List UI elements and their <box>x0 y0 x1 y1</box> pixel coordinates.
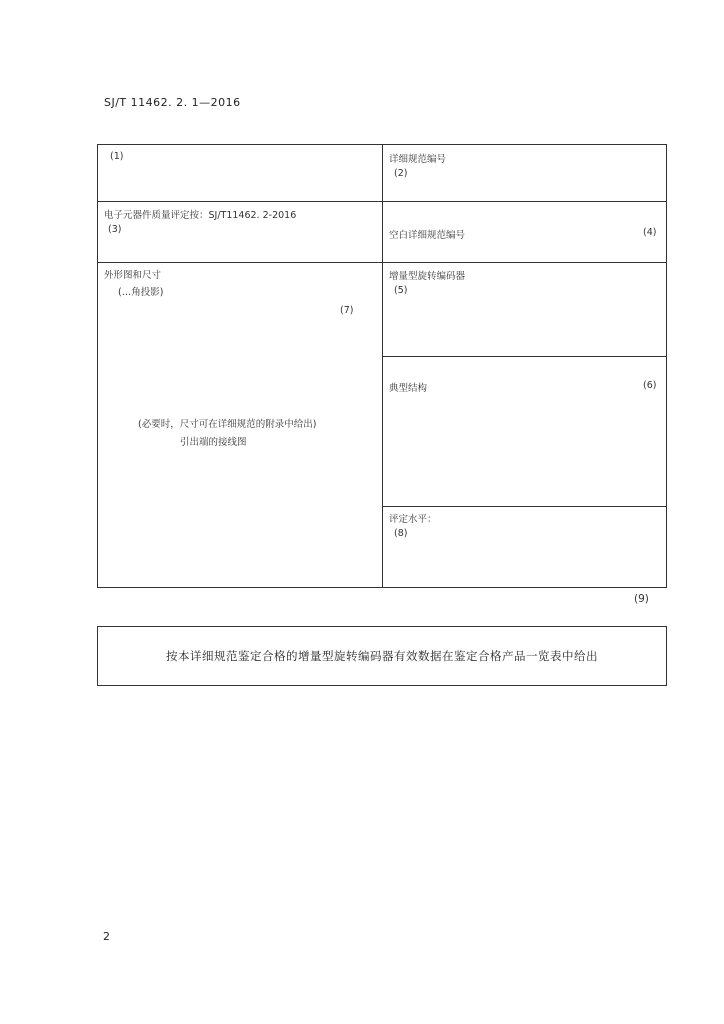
form-row-divider-2 <box>97 262 667 263</box>
detail-spec-number-label: 详细规范编号 <box>389 154 447 165</box>
assessment-level-label: 评定水平： <box>389 514 437 525</box>
cell-2-marker: (2) <box>394 168 408 179</box>
form-right-divider-2 <box>382 506 667 507</box>
form-row-divider-1 <box>97 201 667 202</box>
form-right-divider-1 <box>382 356 667 357</box>
dimension-appendix-note: (必要时，尺寸可在详细规范的附录中给出) <box>138 419 317 430</box>
cell-8-marker: (8) <box>394 528 408 539</box>
typical-structure-label: 典型结构 <box>389 383 428 394</box>
outline-dimensions-label: 外形图和尺寸 <box>104 270 162 281</box>
page-number: 2 <box>103 930 110 943</box>
qualified-products-notice: 按本详细规范鉴定合格的增量型旋转编码器有效数据在鉴定合格产品一览表中给出 <box>97 626 667 686</box>
cell-3-marker: (3) <box>108 224 122 235</box>
cell-6-marker: (6) <box>643 380 657 391</box>
cell-4-marker: (4) <box>643 227 657 238</box>
blank-spec-number-label: 空白详细规范编号 <box>389 230 466 241</box>
form-vertical-divider <box>382 144 383 588</box>
projection-note: (…角投影) <box>118 287 164 298</box>
assessment-basis-text: 电子元器件质量评定按：SJ/T11462. 2-2016 <box>104 210 297 221</box>
cell-5-marker: (5) <box>394 285 408 296</box>
document-code: SJ/T 11462. 2. 1—2016 <box>104 96 241 109</box>
terminal-wiring-diagram-label: 引出端的接线图 <box>180 437 247 448</box>
cell-7-marker: (7) <box>340 305 354 316</box>
encoder-type-label: 增量型旋转编码器 <box>389 271 466 282</box>
cell-9-marker: (9) <box>634 593 649 605</box>
cell-1-marker: (1) <box>110 151 124 162</box>
